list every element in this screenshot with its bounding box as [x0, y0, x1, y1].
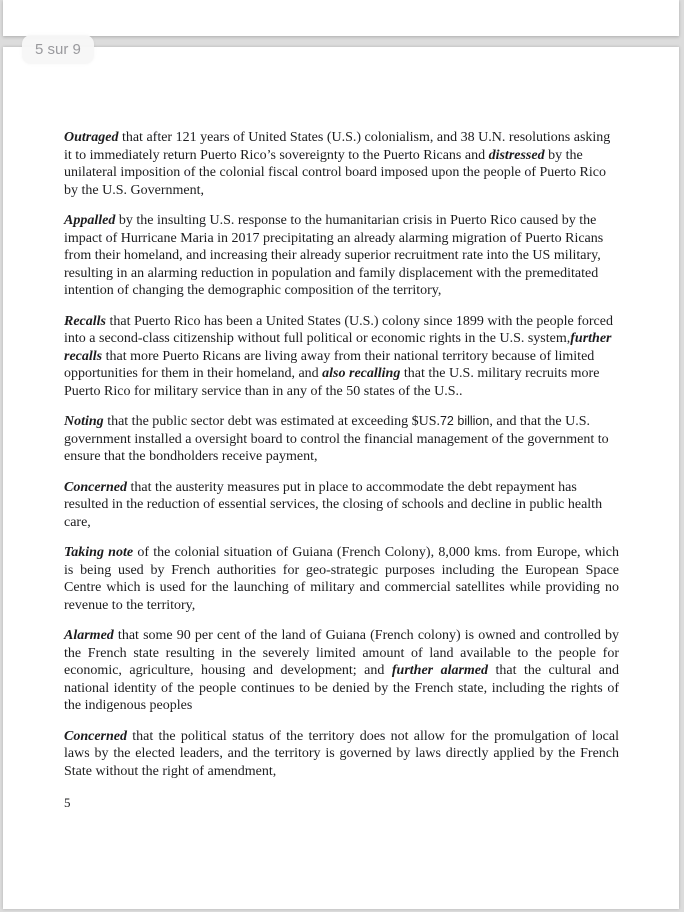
paragraph [64, 728, 619, 781]
text-segment: that the political status of the territory does not allow for the promulgation of local laws by the elected leaders, and the territory is governed by laws directly applied by the French State without the right of amendment, [64, 728, 619, 779]
paragraph-list [64, 129, 619, 780]
paragraph [64, 544, 619, 614]
lead-in-phrase: Outraged [64, 130, 119, 145]
lead-in-phrase: further recalls [64, 331, 612, 364]
paragraph [64, 479, 619, 532]
lead-in-phrase: Concerned [64, 728, 127, 744]
paragraph [64, 313, 619, 401]
lead-in-phrase: Noting [64, 414, 104, 429]
lead-in-phrase: also recalling [322, 366, 401, 381]
previous-page-fragment [3, 0, 679, 36]
text-segment: by the unilateral imposition of the colonial fiscal control board imposed upon the people of Puerto Rico by the U.S. Government, [64, 147, 606, 198]
lead-in-phrase: Taking note [64, 545, 134, 560]
text-segment: that after 121 years of United States (U.S.) colonialism, and 38 U.N. resolutions asking it to immediately return Puerto Rico’s sovereignty to the Puerto Ricans and [64, 130, 611, 163]
lead-in-phrase: distressed [488, 147, 545, 163]
paragraph [64, 212, 619, 300]
paragraph [64, 627, 619, 715]
document-page [3, 47, 679, 909]
page-number-footer: 5 [64, 795, 71, 810]
text-segment: 72 billion [439, 414, 490, 428]
text-segment: , and that the U.S. government installed a oversight board to control the financial management of the government to ensure that the bondholders receive payment, [64, 414, 609, 464]
lead-in-phrase: Concerned [64, 479, 127, 495]
lead-in-phrase: Alarmed [64, 628, 114, 643]
text-segment: that some 90 per cent of the land of Guiana (French colony) is owned and controlled by the French state resulting in the severely limited amount of land available to the people for economic, agriculture, housing and development; and [64, 628, 619, 678]
lead-in-phrase: Recalls [64, 313, 106, 329]
page-indicator-badge: 5 sur 9 [22, 35, 94, 64]
lead-in-phrase: further alarmed [391, 663, 489, 678]
paragraph [64, 413, 619, 466]
text-segment: by the insulting U.S. response to the humanitarian crisis in Puerto Rico caused by the impact of Hurricane Maria in 2017 precipitating an already alarming migration of Puerto Ricans from their homeland, and increasing their already superior recruitment rate into the US military, resulting in an alarming reduction in population and family displacement with the premeditated intention of changing the demographic composition of the territory, [64, 213, 604, 298]
text-segment: that the austerity measures put in place to accommodate the debt repayment has resulted in the reduction of essential services, the closing of schools and decline in public health care, [64, 479, 603, 530]
text-segment: of the colonial situation of Guiana (French Colony), 8,000 kms. from Europe, which is being used by French authorities for geo-strategic purposes including the European Space Centre which is used for the launching of military and commercial satellites while providing no revenue to the territory, [64, 545, 619, 613]
text-segment: that the cultural and national identity of the people continues to be denied by the French state, including the rights of the indigenous peoples [64, 663, 619, 713]
text-segment: that the U.S. military recruits more Puerto Rico for military service than in any of the 50 states of the U.S.. [64, 366, 600, 399]
text-segment: that more Puerto Ricans are living away from their national territory because of limited opportunities for them in their homeland, and [64, 348, 595, 381]
text-segment: that Puerto Rico has been a United States (U.S.) colony since 1899 with the people forced into a second-class citizenship without full political or economic rights in the U.S. system, [64, 313, 613, 346]
document-text [64, 129, 619, 812]
text-segment: that the public sector debt was estimated at exceeding $US. [103, 414, 440, 429]
lead-in-phrase: Appalled [64, 213, 116, 228]
paragraph [64, 129, 619, 199]
